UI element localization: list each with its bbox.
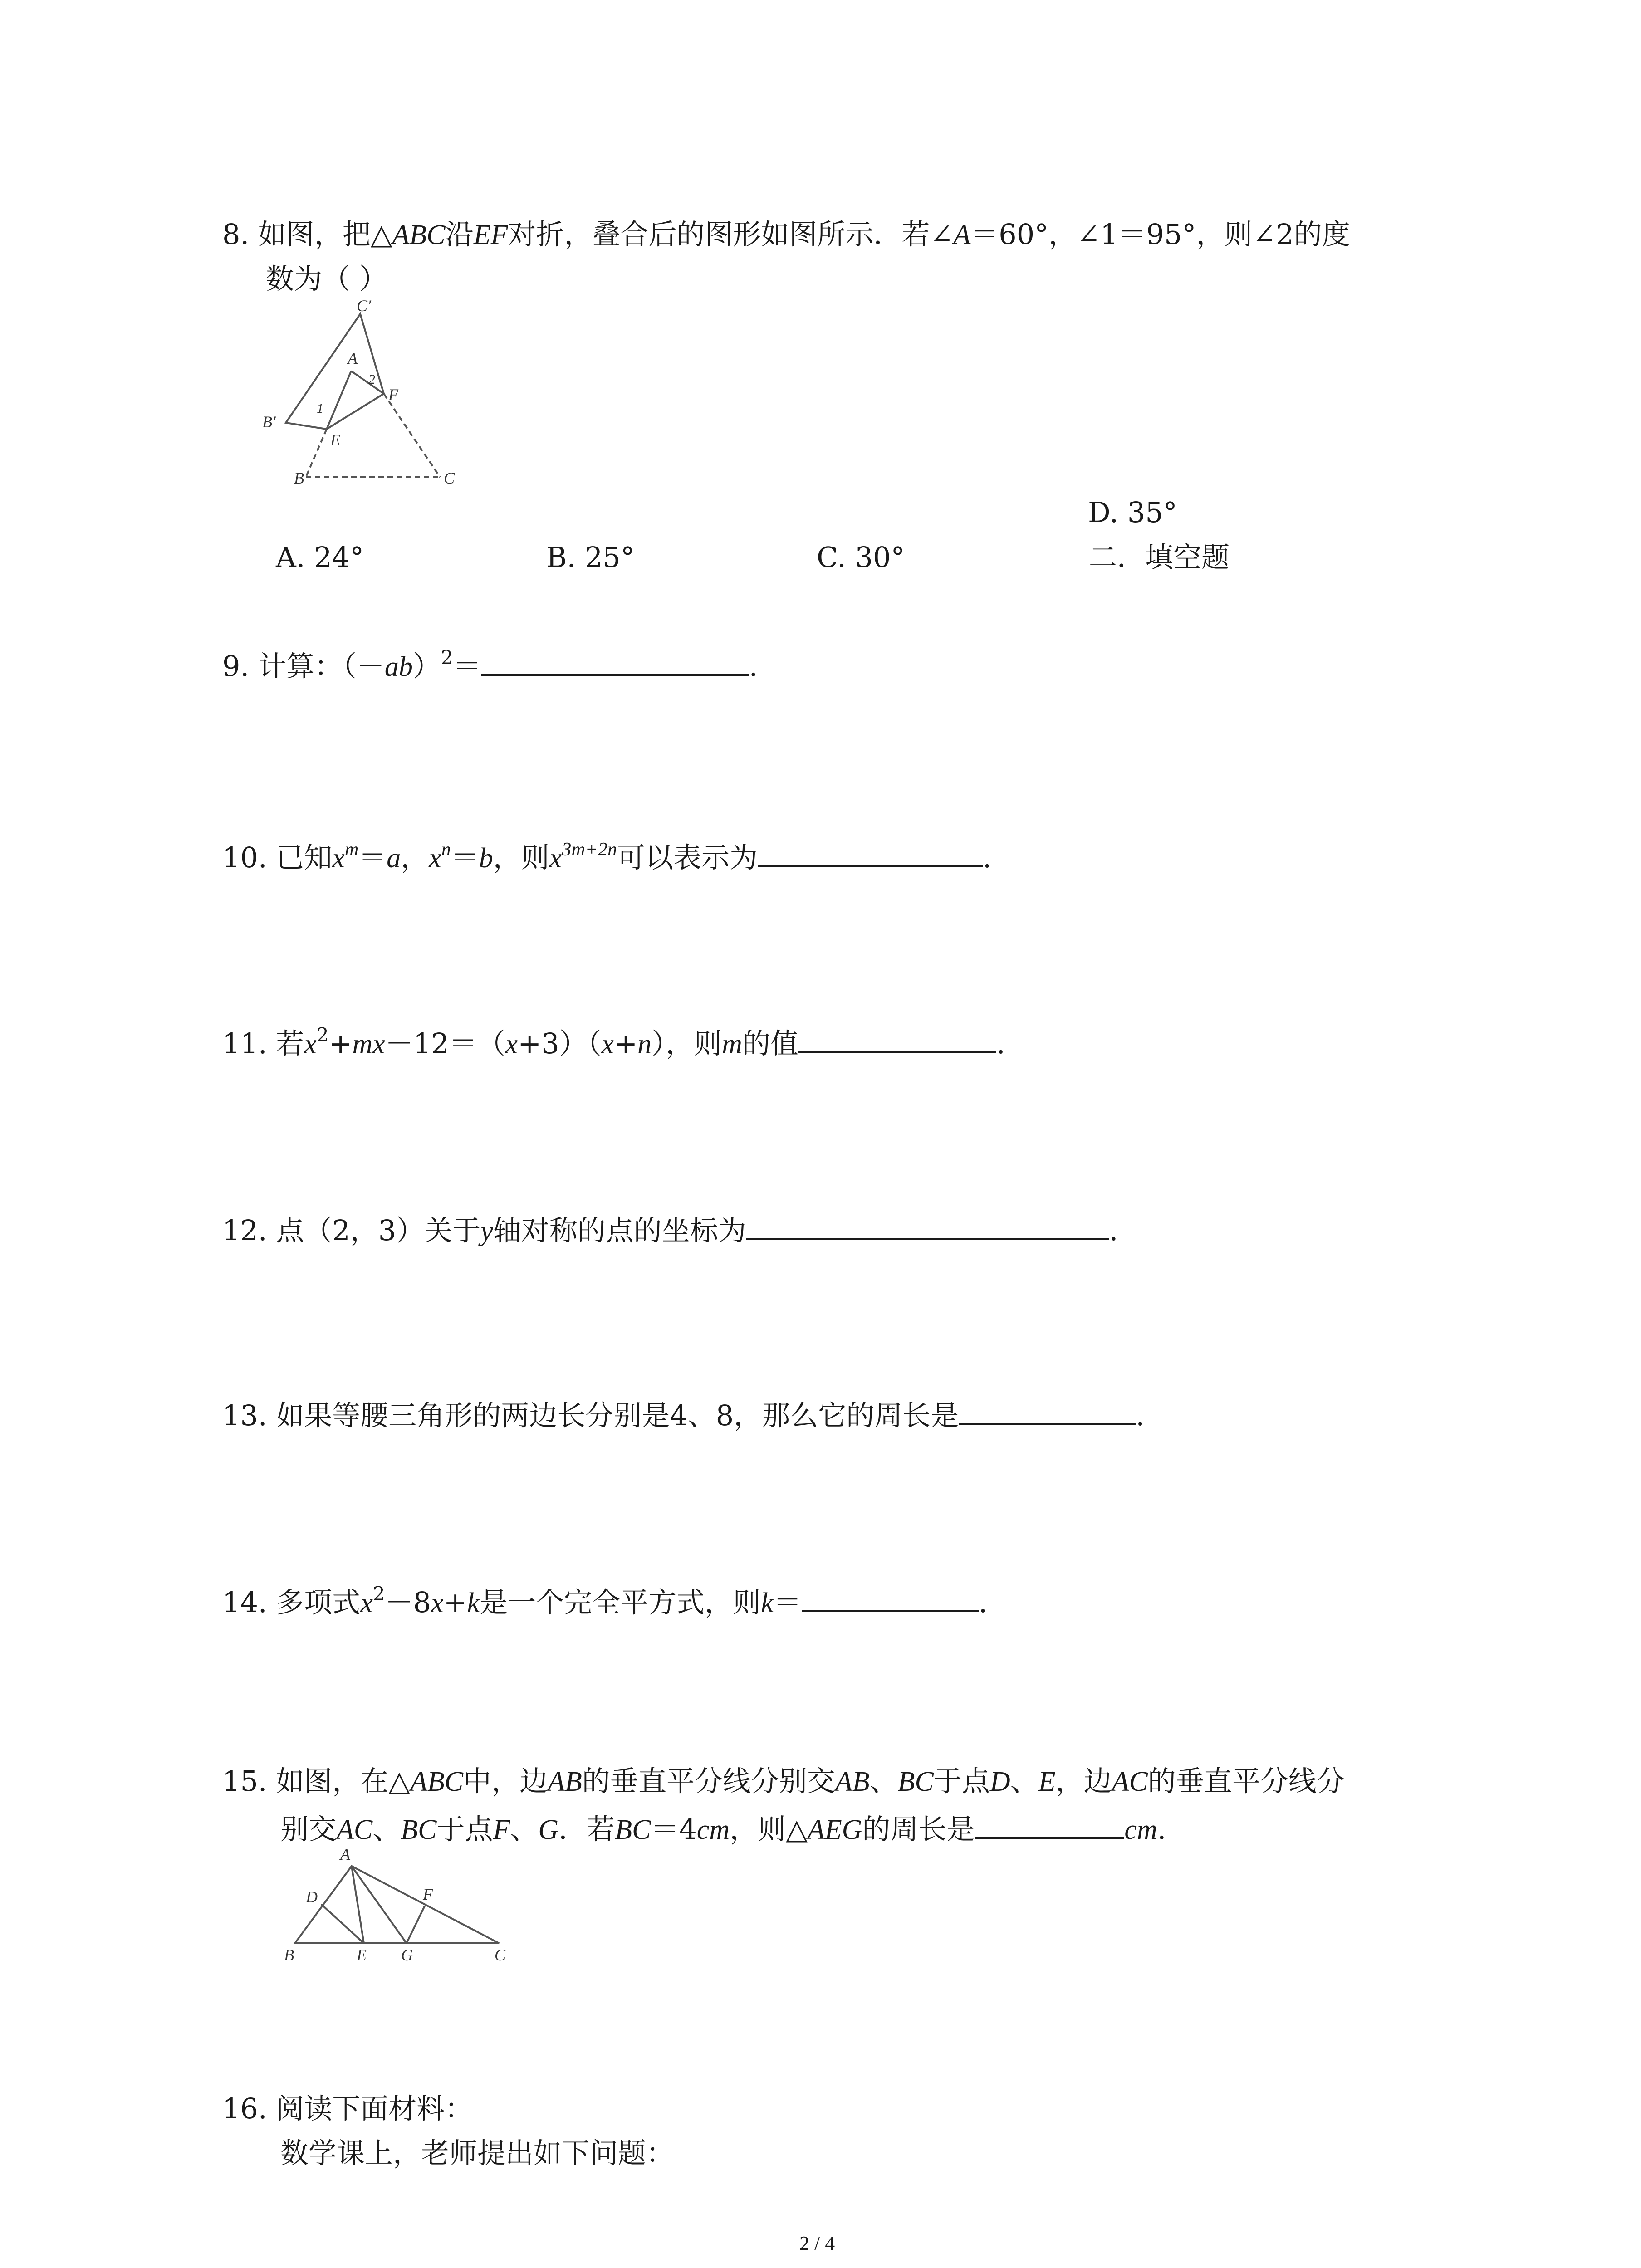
text-run: ，则△	[730, 1813, 808, 1846]
text-run: 可以表示为	[617, 841, 758, 874]
q13-end: .	[1136, 1399, 1145, 1432]
q8-figure	[254, 295, 508, 494]
q11-answer-blank[interactable]	[798, 1023, 996, 1053]
q15-label-a: A	[340, 1845, 350, 1863]
math-symbol: b	[479, 843, 493, 874]
math-symbol: k	[761, 1588, 774, 1618]
q14-line	[222, 1582, 987, 1621]
text-run: ，	[401, 841, 429, 874]
q9-close: ）	[412, 650, 441, 683]
math-symbol: y	[480, 1216, 493, 1246]
q12-end: .	[1109, 1214, 1118, 1247]
q9-equals: ＝	[453, 650, 481, 683]
superscript: 2	[372, 1583, 385, 1605]
q16-line2: 数学课上，老师提出如下问题：	[280, 2136, 675, 2170]
math-symbol: cm	[696, 1814, 730, 1845]
q15-label-f: F	[423, 1885, 433, 1903]
math-symbol: BC	[615, 1814, 651, 1845]
math-symbol: x	[431, 1588, 444, 1618]
q15-line-ae	[352, 1866, 364, 1943]
math-symbol: A	[953, 220, 971, 250]
q14-text	[222, 1583, 802, 1619]
text-run: 对折，叠合后的图形如图所示．若∠	[508, 218, 954, 251]
q14-end: .	[978, 1586, 988, 1619]
q10-answer-blank[interactable]	[758, 837, 983, 867]
math-symbol: ABC	[410, 1766, 464, 1797]
q9-prefix: 9. 计算：（－	[222, 650, 385, 683]
math-symbol: x	[601, 1029, 614, 1060]
text-run: －8	[385, 1586, 431, 1619]
math-symbol: E	[1038, 1766, 1056, 1797]
text-run: ，边	[1055, 1765, 1112, 1798]
q8-label-e: E	[330, 431, 340, 449]
q11-line	[222, 1023, 1005, 1062]
q8-option-a: A. 24°	[276, 541, 364, 574]
q10-text	[222, 841, 758, 874]
q15-end: .	[1157, 1813, 1166, 1846]
math-symbol: x	[505, 1029, 518, 1060]
q15-answer-blank[interactable]	[975, 1809, 1124, 1839]
q15-label-e: E	[357, 1946, 367, 1964]
text-run: 12. 点（2，3）关于	[222, 1214, 481, 1247]
math-symbol: AEG	[807, 1814, 862, 1845]
math-symbol: a	[387, 843, 401, 874]
text-run: ，则	[493, 841, 549, 874]
math-symbol: 3m+2n	[562, 839, 617, 860]
q8-label-a: A	[348, 349, 358, 367]
q8-label-bp: B′	[262, 413, 276, 431]
text-run: 的值	[742, 1027, 798, 1060]
text-run: 轴对称的点的坐标为	[493, 1214, 746, 1247]
text-run: 的垂直平分线分	[1147, 1765, 1345, 1798]
page-number: 2 / 4	[799, 2232, 835, 2254]
q15-label-d: D	[306, 1888, 318, 1906]
text-run: 15. 如图，在△	[222, 1765, 410, 1798]
math-symbol: BC	[897, 1766, 934, 1797]
q11-text	[222, 1024, 798, 1060]
q8-line-fc	[384, 394, 440, 477]
q8-line2: 数为（ ）	[266, 262, 387, 295]
text-run: +3）（	[518, 1027, 602, 1060]
superscript: 2	[316, 1024, 329, 1046]
text-run: ．若	[558, 1813, 615, 1846]
text-run: ＝	[358, 841, 387, 874]
text-run: 、	[510, 1813, 539, 1846]
math-symbol: n	[637, 1029, 652, 1060]
q15-line2-text	[280, 1813, 975, 1846]
q8-label-1: 1	[317, 401, 323, 416]
q11-end: .	[996, 1027, 1005, 1060]
q8-option-d: D. 35°	[1088, 496, 1177, 529]
text-run: 的周长是	[862, 1813, 975, 1846]
q12-line	[222, 1210, 1118, 1249]
text-run: 中，边	[463, 1765, 548, 1798]
q15-figure	[268, 1842, 522, 1964]
q15-label-g: G	[401, 1946, 413, 1964]
text-run: 11. 若	[222, 1027, 304, 1060]
math-symbol: G	[538, 1814, 559, 1845]
math-symbol: AB	[548, 1766, 582, 1797]
text-run: 10. 已知	[222, 841, 333, 874]
math-symbol: D	[989, 1766, 1010, 1797]
text-run: 、	[869, 1765, 898, 1798]
math-symbol: EF	[473, 220, 508, 250]
q15-unit: cm	[1124, 1814, 1157, 1845]
text-run: 14. 多项式	[222, 1586, 361, 1619]
text-run: 于点	[436, 1813, 493, 1846]
q8-line1	[222, 217, 1350, 253]
text-run: +	[614, 1027, 638, 1060]
q10-line	[222, 837, 992, 876]
q8-label-c: C	[444, 469, 455, 487]
q15-triangle-abc	[295, 1866, 499, 1943]
text-run: 是一个完全平方式，则	[480, 1586, 761, 1619]
math-symbol: x	[429, 843, 441, 874]
q8-line-eb	[306, 429, 327, 477]
q8-line-ae	[327, 371, 351, 429]
q9-end: .	[749, 650, 758, 683]
math-symbol: x	[332, 843, 345, 874]
q13-text: 13. 如果等腰三角形的两边长分别是4、8，那么它的周长是	[222, 1399, 959, 1432]
math-symbol: x	[549, 843, 562, 874]
q9-var: ab	[384, 651, 413, 682]
q8-label-2: 2	[368, 372, 375, 387]
q10-end: .	[983, 841, 992, 874]
q8-label-b: B	[294, 469, 304, 487]
text-run: ＝60°，∠1＝95°，则∠2的度	[970, 218, 1350, 251]
q15-label-c: C	[495, 1946, 506, 1964]
text-run: 的垂直平分线分别交	[582, 1765, 835, 1798]
math-symbol: F	[493, 1814, 510, 1845]
q15-line-ag	[352, 1866, 407, 1943]
text-run: 别交	[280, 1813, 337, 1846]
math-symbol: ABC	[392, 220, 446, 250]
math-symbol: k	[467, 1588, 480, 1618]
text-run: －12＝（	[385, 1027, 505, 1060]
section-heading: 二．填空题	[1089, 541, 1230, 574]
q13-line	[222, 1395, 1145, 1433]
q16-line1: 16. 阅读下面材料：	[222, 2092, 473, 2125]
text-run: ），则	[652, 1027, 722, 1060]
math-symbol: AB	[835, 1766, 870, 1797]
math-symbol: BC	[401, 1814, 437, 1845]
text-run: +	[328, 1027, 353, 1060]
q8-label-cp: C′	[357, 297, 371, 315]
q9-line	[222, 646, 758, 684]
q9-answer-blank[interactable]	[481, 646, 749, 676]
q8-label-f: F	[388, 386, 398, 404]
math-symbol: x	[360, 1588, 373, 1618]
math-symbol: m	[344, 839, 359, 860]
q9-exponent: 2	[441, 646, 453, 669]
math-symbol: n	[441, 839, 451, 860]
math-symbol: m	[722, 1029, 742, 1060]
text-run: 、	[1010, 1765, 1038, 1798]
math-symbol: AC	[1112, 1766, 1148, 1797]
q12-text	[222, 1214, 746, 1247]
text-run: 沿	[445, 218, 474, 251]
text-run: ＝	[773, 1586, 802, 1619]
math-symbol: mx	[352, 1029, 385, 1060]
text-run: +	[443, 1586, 467, 1619]
q15-line-fg	[407, 1906, 425, 1943]
q15-label-b: B	[284, 1946, 294, 1964]
text-run: 、	[372, 1813, 401, 1846]
text-run: ＝4	[651, 1813, 697, 1846]
text-run: ＝	[451, 841, 479, 874]
text-run: 于点	[933, 1765, 990, 1798]
q13-answer-blank[interactable]	[959, 1395, 1136, 1425]
q15-line-de	[321, 1904, 364, 1943]
math-symbol: x	[304, 1029, 317, 1060]
q14-answer-blank[interactable]	[802, 1582, 979, 1612]
q15-line1	[222, 1764, 1345, 1799]
math-symbol: AC	[337, 1814, 373, 1845]
q8-option-c: C. 30°	[817, 541, 905, 574]
q8-option-b: B. 25°	[546, 541, 635, 574]
text-run: 8. 如图，把△	[222, 218, 392, 251]
q12-answer-blank[interactable]	[746, 1210, 1109, 1240]
